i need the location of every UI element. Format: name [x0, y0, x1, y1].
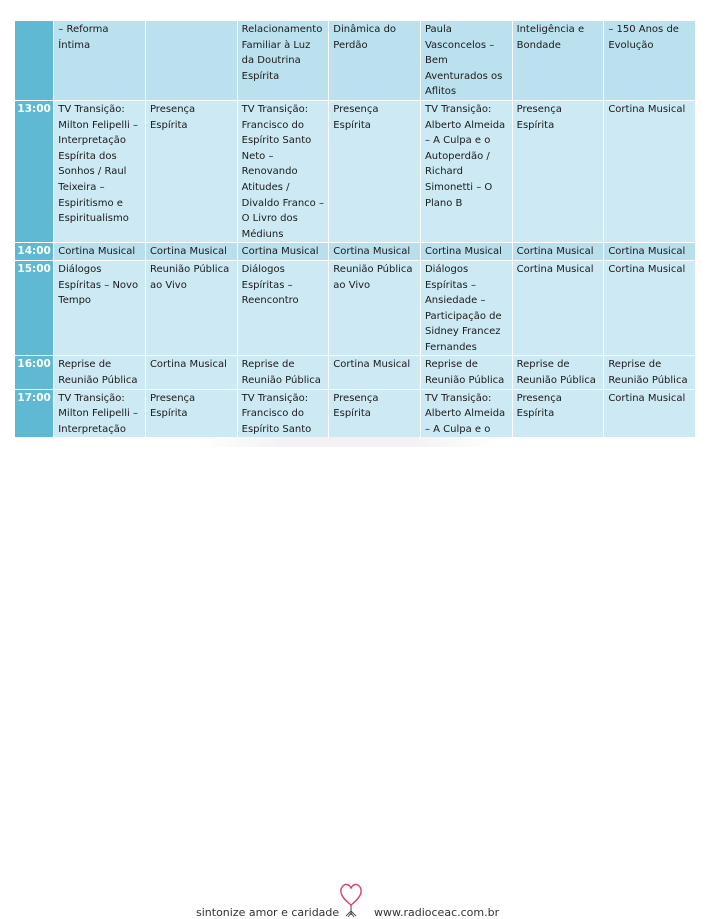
program-cell: Inteligência e Bondade	[513, 21, 604, 100]
program-cell: Reprise de Reunião Pública	[604, 356, 695, 388]
program-cell: Reprise de Reunião Pública	[238, 356, 329, 388]
schedule-row	[15, 21, 695, 100]
time-slot: 17:00	[15, 390, 53, 438]
program-cell: Cortina Musical	[54, 243, 145, 260]
program-cell: Reunião Pública ao Vivo	[146, 261, 237, 356]
time-slot	[15, 21, 53, 100]
program-cell: Presença Espírita	[146, 390, 237, 438]
program-cell: Cortina Musical	[604, 243, 695, 260]
program-cell	[146, 21, 237, 100]
time-slot: 16:00	[15, 356, 53, 388]
time-slot: 14:00	[15, 243, 53, 260]
program-cell: Cortina Musical	[146, 243, 237, 260]
program-cell: Presença Espírita	[513, 390, 604, 438]
program-cell: Reunião Pública ao Vivo	[329, 261, 420, 356]
program-cell: TV Transição: Francisco do Espírito Santo	[238, 390, 329, 438]
program-cell: Cortina Musical	[604, 101, 695, 242]
program-cell: Presença Espírita	[146, 101, 237, 242]
website-link[interactable]: www.radioceac.com.br	[374, 906, 500, 919]
program-cell: TV Transição: Alberto Almeida – A Culpa e o Autoperdão / Richard Simonetti – O Plano B	[421, 101, 512, 242]
program-cell: TV Transição: Francisco do Espírito Santo Neto – Renovando Atitudes / Divaldo Franco – O Livro dos Médiuns	[238, 101, 329, 242]
program-cell: Cortina Musical	[604, 261, 695, 356]
program-cell: Reprise de Reunião Pública	[54, 356, 145, 388]
slogan: sintonize amor e caridade	[196, 906, 340, 919]
program-cell: Presença Espírita	[329, 101, 420, 242]
time-slot: 15:00	[15, 261, 53, 356]
program-cell: Reprise de Reunião Pública	[513, 356, 604, 388]
program-cell: TV Transição: Alberto Almeida – A Culpa e o	[421, 390, 512, 438]
program-cell: Diálogos Espíritas – Reencontro	[238, 261, 329, 356]
program-cell: Cortina Musical	[238, 243, 329, 260]
program-cell: Presença Espírita	[329, 390, 420, 438]
program-cell: Cortina Musical	[604, 390, 695, 438]
program-cell: Presença Espírita	[513, 101, 604, 242]
schedule-table	[14, 20, 696, 438]
schedule-row	[15, 356, 695, 388]
program-cell: TV Transição: Milton Felipelli – Interpretação	[54, 390, 145, 438]
program-cell: Paula Vasconcelos – Bem Aventurados os Aflitos	[421, 21, 512, 100]
schedule-row	[15, 101, 695, 242]
program-cell: Diálogos Espíritas – Novo Tempo	[54, 261, 145, 356]
program-cell: – 150 Anos de Evolução	[604, 21, 695, 100]
schedule-row	[15, 243, 695, 260]
schedule-row	[15, 390, 695, 438]
program-cell: – Reforma Íntima	[54, 21, 145, 100]
program-cell: Cortina Musical	[421, 243, 512, 260]
schedule-row	[15, 261, 695, 356]
program-cell: Relacionamento Familiar à Luz da Doutrina Espírita	[238, 21, 329, 100]
program-cell: TV Transição: Milton Felipelli – Interpretação Espírita dos Sonhos / Raul Teixeira – Espiritismo e Espiritualismo	[54, 101, 145, 242]
program-cell: Cortina Musical	[146, 356, 237, 388]
program-cell: Cortina Musical	[329, 243, 420, 260]
program-cell: Cortina Musical	[329, 356, 420, 388]
program-cell: Cortina Musical	[513, 243, 604, 260]
program-cell: Cortina Musical	[513, 261, 604, 356]
time-slot: 13:00	[15, 101, 53, 242]
program-cell: Dinâmica do Perdão	[329, 21, 420, 100]
program-cell: Reprise de Reunião Pública	[421, 356, 512, 388]
footer	[0, 440, 710, 919]
program-cell: Diálogos Espíritas – Ansiedade – Participação de Sidney Francez Fernandes	[421, 261, 512, 356]
heart-radio-icon	[338, 881, 364, 919]
